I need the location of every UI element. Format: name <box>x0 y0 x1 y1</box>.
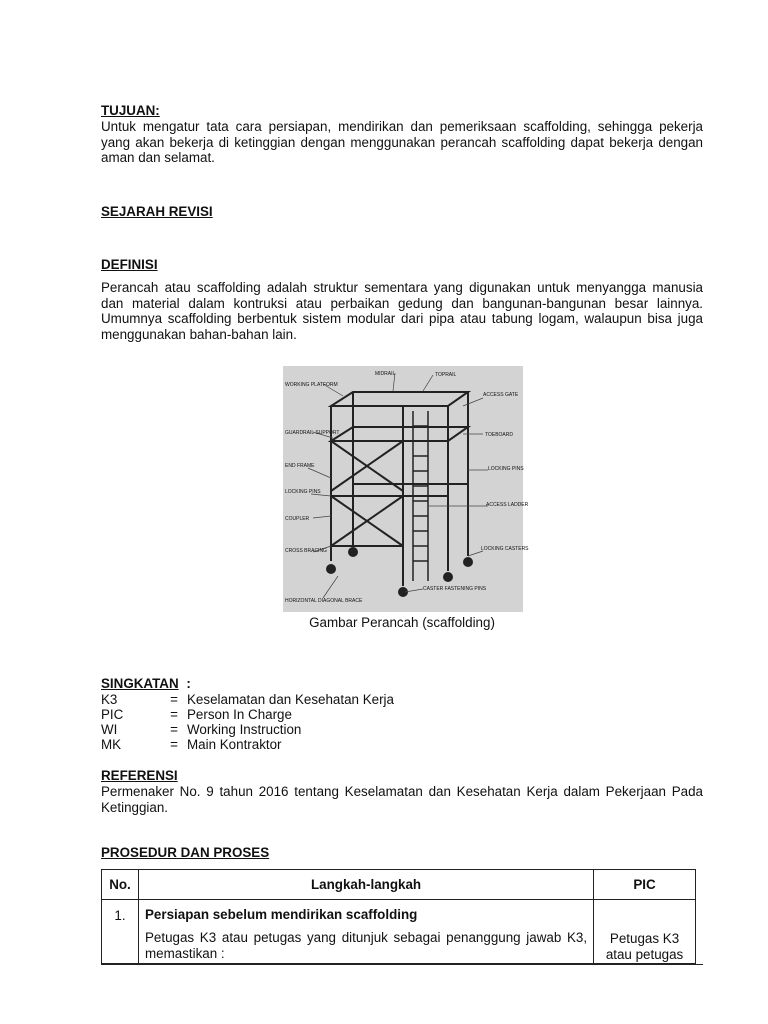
singkatan-heading: SINGKATAN <box>101 676 179 691</box>
row-pic <box>594 900 696 964</box>
abbr-key: K3 <box>101 692 118 707</box>
referensi-heading: REFERENSI <box>101 768 178 783</box>
column-header-no: No. <box>102 870 139 900</box>
label-locking-pins-left: LOCKING PINS <box>285 489 321 495</box>
definisi-heading: DEFINISI <box>101 257 158 272</box>
abbr-eq: = <box>170 737 178 752</box>
sejarah-revisi-section <box>101 204 703 220</box>
step-text: Petugas K3 atau petugas yang ditunjuk sebagai penanggung jawab K3, memastikan : <box>144 930 588 961</box>
label-access-ladder: ACCESS LADDER <box>486 502 529 508</box>
table-row <box>102 900 696 964</box>
abbr-row-k3 <box>101 692 703 707</box>
label-toprail: TOPRAIL <box>435 372 457 378</box>
referensi-section <box>101 768 703 815</box>
table-header-row <box>102 870 696 900</box>
step-title: Persiapan sebelum mendirikan scaffolding <box>144 907 418 922</box>
label-coupler: COUPLER <box>285 516 310 522</box>
abbr-value: Main Kontraktor <box>187 737 282 752</box>
abbr-eq: = <box>170 707 178 722</box>
column-header-pic: PIC <box>594 870 696 900</box>
abbr-key: PIC <box>101 707 124 722</box>
pic-line-1: Petugas K3 <box>609 931 680 946</box>
label-guardrail-support: GUARDRAIL SUPPORT <box>285 430 340 436</box>
prosedur-section <box>101 845 703 861</box>
procedure-table <box>101 869 696 964</box>
tujuan-heading: TUJUAN: <box>101 103 160 118</box>
singkatan-section <box>101 676 703 752</box>
label-locking-casters: LOCKING CASTERS <box>481 546 529 552</box>
sejarah-revisi-heading: SEJARAH REVISI <box>101 204 213 219</box>
abbr-value: Keselamatan dan Kesehatan Kerja <box>187 692 394 707</box>
page-bottom-rule <box>101 964 703 965</box>
label-cross-bracing: CROSS BRACING <box>285 548 327 554</box>
abbr-row-pic <box>101 707 703 722</box>
label-caster-fastening-pins: CASTER FASTENING PINS <box>423 586 487 592</box>
label-working-platform: WORKING PLATFORM <box>285 382 338 388</box>
abbr-row-mk <box>101 737 703 752</box>
label-midrail: MIDRAIL <box>375 371 396 377</box>
abbr-row-wi <box>101 722 703 737</box>
abbr-key: WI <box>101 722 118 737</box>
definisi-section <box>101 257 703 342</box>
abbr-key: MK <box>101 737 122 752</box>
column-header-langkah: Langkah-langkah <box>138 870 593 900</box>
singkatan-colon: : <box>186 676 191 691</box>
prosedur-heading: PROSEDUR DAN PROSES <box>101 845 270 860</box>
pic-line-2: atau petugas <box>605 946 684 962</box>
abbr-value: Working Instruction <box>187 722 302 737</box>
scaffolding-illustration <box>283 366 529 612</box>
abbr-eq: = <box>170 722 178 737</box>
scaffolding-figure <box>283 366 529 612</box>
abbr-value: Person In Charge <box>187 707 292 722</box>
label-access-gate: ACCESS GATE <box>483 392 519 398</box>
tujuan-text: Untuk mengatur tata cara persiapan, mendirikan dan pemeriksaan scaffolding, sehingga pekerja yang akan bekerja di ketinggian dengan menggunakan perancah scaffolding dapat bekerja dengan aman dan selamat. <box>101 119 703 166</box>
row-number: 1. <box>102 900 139 964</box>
abbr-eq: = <box>170 692 178 707</box>
definisi-text: Perancah atau scaffolding adalah struktur sementara yang digunakan untuk menyangga manusia dan material dalam kontruksi atau perbaikan gedung dan bangunan-bangunan besar lainnya. Umumnya scaffolding berbentuk sistem modular dari pipa atau tabung logam, walaupun bisa juga menggunakan bahan-bahan lain. <box>101 280 703 342</box>
label-locking-pins-right: LOCKING PINS <box>488 466 524 472</box>
tujuan-section <box>101 103 703 166</box>
label-end-frame: END FRAME <box>285 463 315 469</box>
figure-caption: Gambar Perancah (scaffolding) <box>309 615 495 630</box>
row-steps <box>138 900 593 964</box>
label-horizontal-diagonal-brace: HORIZONTAL DIAGONAL BRACE <box>285 598 363 604</box>
referensi-text: Permenaker No. 9 tahun 2016 tentang Keselamatan dan Kesehatan Kerja dalam Pekerjaan Pada Ketinggian. <box>101 784 703 815</box>
label-toeboard: TOEBOARD <box>485 432 513 438</box>
